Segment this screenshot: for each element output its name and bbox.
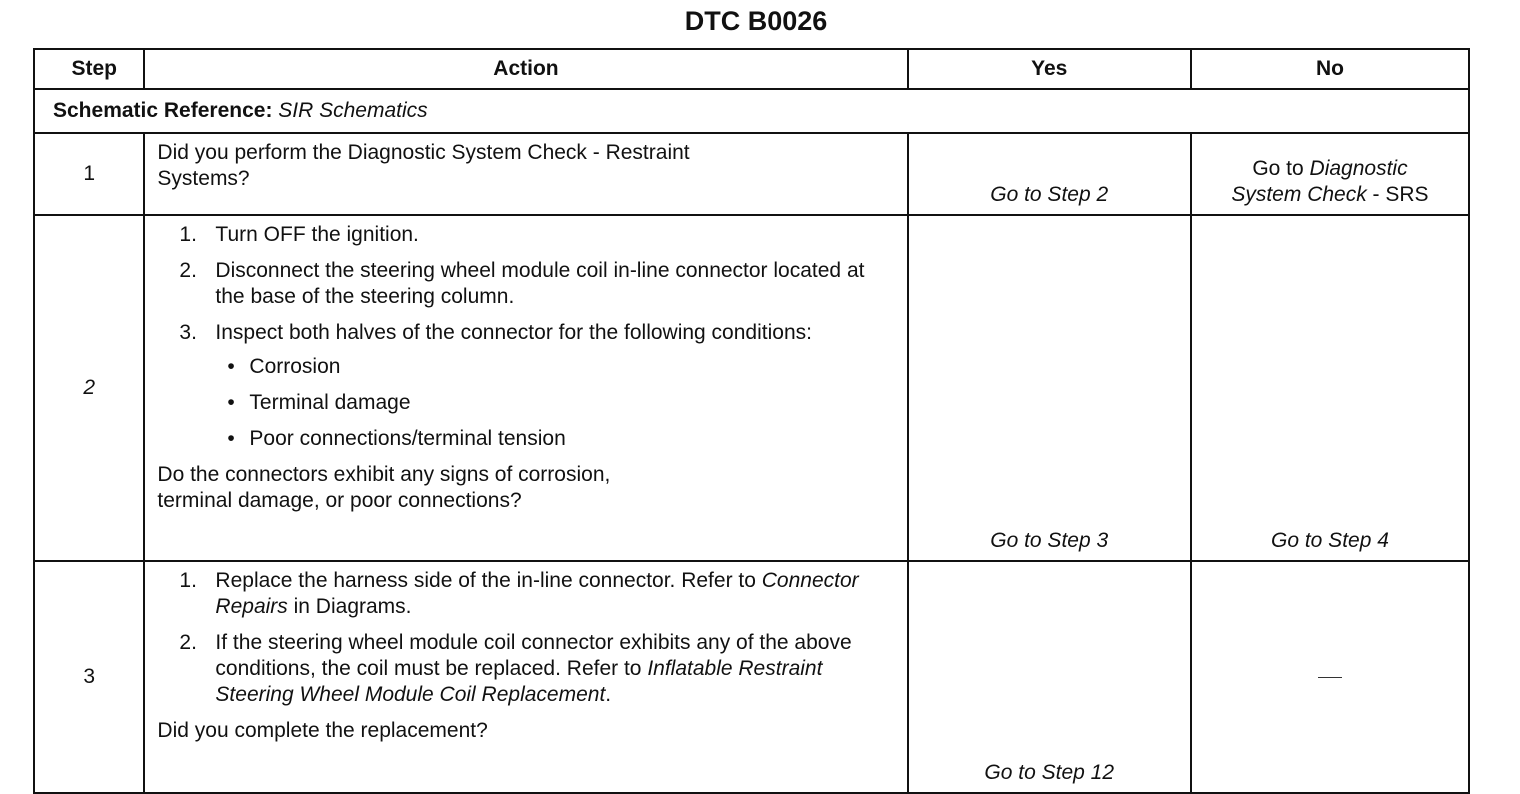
no-reference: Diagnostic xyxy=(1309,157,1408,180)
step-number: 3 xyxy=(34,561,144,793)
list-number: 1. xyxy=(179,569,197,592)
header-step: Step xyxy=(34,49,144,89)
no-cell xyxy=(1191,561,1469,793)
list-item-text: Replace the harness side of the in-line connector. Refer to xyxy=(215,569,762,592)
list-item xyxy=(157,320,896,452)
table-row xyxy=(34,561,1469,793)
list-number: 1. xyxy=(179,223,197,246)
list-item-text: If the steering wheel module coil connector exhibits any of the above conditions, the coil must be replaced. Refer to xyxy=(215,631,852,680)
reference-link: Inflatable Restraint Steering Wheel Module Coil Replacement xyxy=(215,657,823,706)
yes-cell: Go to Step 3 xyxy=(908,215,1191,561)
list-item-text: Turn OFF the ignition. xyxy=(215,223,419,246)
step-number: 1 xyxy=(34,133,144,215)
step-number: 2 xyxy=(34,215,144,561)
question-line: Did you perform the Diagnostic System Check - Restraint xyxy=(157,141,690,164)
header-action: Action xyxy=(144,49,907,89)
schematic-reference-label: Schematic Reference: xyxy=(53,99,273,122)
table-row xyxy=(34,215,1469,561)
question-line: Systems? xyxy=(157,167,250,190)
list-number: 3. xyxy=(179,321,197,344)
list-item xyxy=(157,630,896,708)
reference-link: Connector Repairs xyxy=(215,569,859,618)
list-item-text: in Diagrams. xyxy=(287,595,412,618)
list-item xyxy=(157,222,896,248)
header-yes: Yes xyxy=(908,49,1191,89)
question-line: Do the connectors exhibit any signs of corrosion, xyxy=(157,463,611,486)
no-goto-text: Go to xyxy=(1252,157,1304,180)
schematic-reference-row xyxy=(34,89,1469,133)
list-item-text: Disconnect the steering wheel module coil in-line connector located at the base of the steering column. xyxy=(215,259,865,308)
question-line: Did you complete the replacement? xyxy=(157,719,488,742)
table-header-row xyxy=(34,49,1469,89)
list-item xyxy=(157,568,896,620)
table-row xyxy=(34,133,1469,215)
action-cell xyxy=(144,561,907,793)
list-item: • Terminal damage xyxy=(215,390,896,416)
list-item-text: . xyxy=(605,683,612,706)
schematic-reference-link: SIR Schematics xyxy=(278,99,428,122)
question-line: terminal damage, or poor connections? xyxy=(157,489,522,512)
no-reference-suffix: - SRS xyxy=(1366,183,1429,206)
yes-cell: Go to Step 2 xyxy=(908,133,1191,215)
no-cell xyxy=(1191,133,1469,215)
list-number: 2. xyxy=(179,259,197,282)
list-item: • Poor connections/terminal tension xyxy=(215,426,896,452)
page-title: DTC B0026 xyxy=(684,6,828,36)
list-item xyxy=(157,258,896,310)
step-list xyxy=(157,222,896,452)
action-cell xyxy=(144,215,907,561)
schematic-reference xyxy=(34,89,1469,133)
yes-cell: Go to Step 12 xyxy=(908,561,1191,793)
header-no: No xyxy=(1191,49,1469,89)
diagnostic-table xyxy=(33,48,1470,794)
step-list xyxy=(157,568,896,708)
list-item-text: Inspect both halves of the connector for the following conditions: xyxy=(215,321,812,344)
list-number: 2. xyxy=(179,631,197,654)
no-reference: System Check xyxy=(1231,183,1367,206)
action-cell xyxy=(144,133,907,215)
dash-mark xyxy=(1318,677,1342,678)
condition-list xyxy=(215,354,896,452)
no-cell: Go to Step 4 xyxy=(1191,215,1469,561)
list-item: • Corrosion xyxy=(215,354,896,380)
